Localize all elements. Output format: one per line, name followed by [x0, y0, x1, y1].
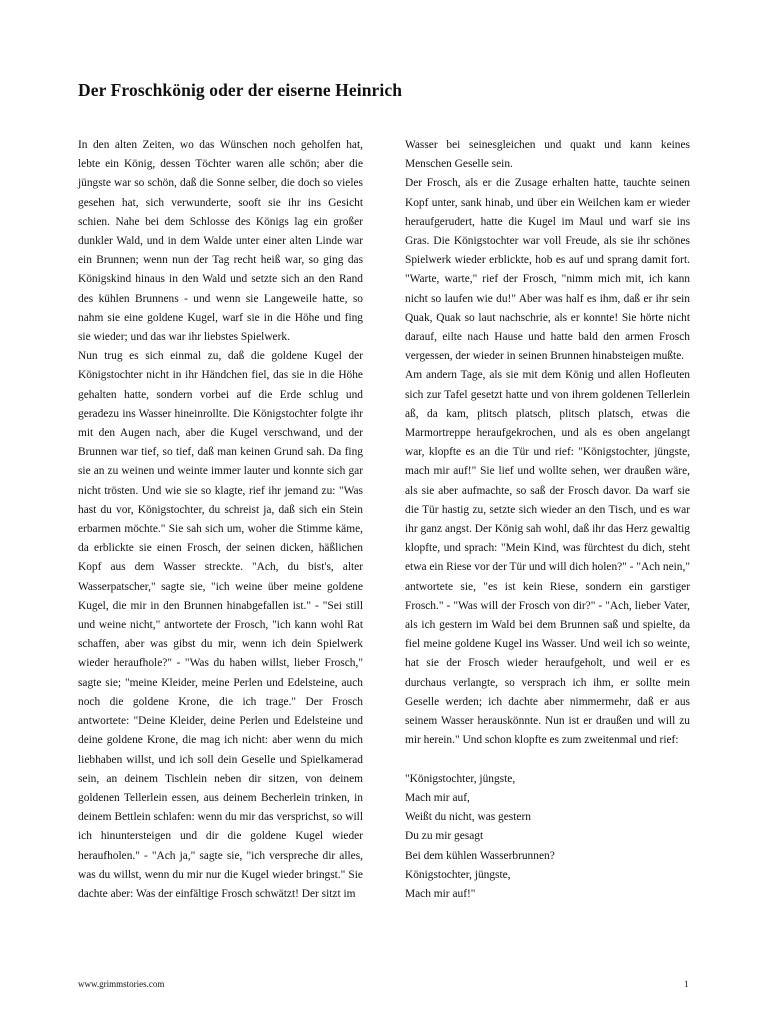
verse-line: Mach mir auf!" — [405, 887, 476, 900]
verse-line: Königstochter, jüngste, — [405, 868, 511, 881]
paragraph: In den alten Zeiten, wo das Wünschen noch geholfen hat, lebte ein König, dessen Töchter waren alle schön; aber die jüngste war so schön, daß die Sonne selber, die doch so vieles gesehen hat, sich verwunderte, sooft sie ihr ins Gesicht schien. Nahe bei dem Schlosse des Königs lag ein großer dunkler Wald, und in dem Walde unter einer alten Linde war ein Brunnen; wenn nun der Tag recht heiß war, so ging das Königskind hinaus in den Wald und setzte sich an den Rand des kühlen Brunnens - und wenn sie Langeweile hatte, so nahm sie eine goldene Kugel, warf sie in die Höhe und fing sie wieder; und das war ihr liebstes Spielwerk. — [78, 139, 363, 344]
left-column — [78, 136, 363, 904]
verse-line: "Königstochter, jüngste, — [405, 772, 516, 785]
paragraph: Nun trug es sich einmal zu, daß die goldene Kugel der Königstochter nicht in ihr Händchen fiel, das sie in die Höhe gehalten hatte, sondern vorbei auf die Erde schlug und geradezu ins Wasser hineinrollte. Die Königstochter folgte ihr mit den Augen nach, aber die Kugel verschwand, und der Brunnen war tief, so tief, daß man keinen Grund sah. Da fing sie an zu weinen und weinte immer lauter und konnte sich gar nicht trösten. Und wie sie so klagte, rief ihr jemand zu: "Was hast du vor, Königstochter, du schreist ja, daß sich ein Stein erbarmen möchte." Sie sah sich um, woher die Stimme käme, da erblickte sie einen Frosch, der seinen dicken, häßlichen Kopf aus dem Wasser streckte. "Ach, du bist's, alter Wasserpatscher," sagte sie, "ich weine über meine goldene Kugel, die mir in den Brunnen hinabgefallen ist." - "Sei still und weine nicht," antwortete der Frosch, "ich kann wohl Rat schaffen, aber was gibst du mir, wenn ich dein Spielwerk wieder heraufhole?" - "Was du haben willst, lieber Frosch," sagte sie; "meine Kleider, meine Perlen und Edelsteine, auch noch die goldene Krone, die ich trage." Der Frosch antwortete: "Deine Kleider, deine Perlen und Edelsteine und deine goldene Krone, die mag ich nicht: aber wenn du mich liebhaben willst, und ich soll dein Geselle und Spielkamerad sein, an deinem Tischlein neben dir sitzen, von deinem goldenen Tellerlein essen, aus deinem Becherlein trinken, in deinem Bettlein schlafen: wenn du mir das versprichst, so will ich hinuntersteigen und dir die goldene Kugel wieder heraufholen." - "Ach ja," sagte sie, "ich verspreche dir alles, was du willst, wenn du mir nur die Kugel wieder bringst." Sie dachte aber: Was der einfältige Frosch schwätzt! Der sitzt im — [78, 350, 363, 900]
paragraph: Wasser bei seinesgleichen und quakt und kann keines Menschen Geselle sein. — [405, 139, 690, 171]
verse-line: Mach mir auf, — [405, 791, 470, 804]
page-title: Der Froschkönig oder der eiserne Heinrich — [78, 80, 403, 100]
paragraph: Am andern Tage, als sie mit dem König und allen Hofleuten sich zur Tafel gesetzt hatte und von ihrem goldenen Tellerlein aß, da kam, plitsch platsch, plitsch platsch, etwas die Marmortreppe heraufgekrochen, und als es oben angelangt war, klopfte es an die Tür und rief: "Königstochter, jüngste, mach mir auf!" Sie lief und wollte sehen, wer draußen wäre, als sie aber aufmachte, so saß der Frosch davor. Da warf sie die Tür hastig zu, setzte sich wieder an den Tisch, und es war ihr ganz angst. Der König sah wohl, daß ihr das Herz gewaltig klopfte, und sprach: "Mein Kind, was fürchtest du dich, steht etwa ein Riese vor der Tür und will dich holen?" - "Ach nein," antwortete sie, "es ist kein Riese, sondern ein garstiger Frosch." - "Was will der Frosch von dir?" - "Ach, lieber Vater, als ich gestern im Wald bei dem Brunnen saß und spielte, da fiel meine goldene Kugel ins Wasser. Und weil ich so weinte, hat sie der Frosch wieder heraufgeholt, und weil er es durchaus verlangte, so versprach ich ihm, er sollte mein Geselle werden; ich dachte aber nimmermehr, daß er aus seinem Wasser herauskönnte. Nun ist er draußen und will zu mir herein." Und schon klopfte es zum zweitenmal und rief: — [405, 369, 690, 747]
right-column — [405, 136, 690, 904]
verse-line: Weißt du nicht, was gestern — [405, 811, 531, 824]
footer-website: www.grimmstories.com — [78, 979, 165, 989]
paragraph: Der Frosch, als er die Zusage erhalten hatte, tauchte seinen Kopf unter, sank hinab, und über ein Weilchen kam er wieder heraufgerudert, hatte die Kugel im Maul und warf sie ins Gras. Die Königstochter war voll Freude, als sie ihr schönes Spielwerk wieder erblickte, hob es auf und sprang damit fort. "Warte, warte," rief der Frosch, "nimm mich mit, ich kann nicht so laufen wie du!" Aber was half es ihm, daß er ihr sein Quak, Quak so laut nachschrie, als er konnte! Sie hörte nicht darauf, eilte nach Hause und hatte bald den armen Frosch vergessen, der wieder in seinen Brunnen hinabsteigen mußte. — [405, 177, 690, 363]
verse-line: Du zu mir gesagt — [405, 830, 484, 843]
verse-line: Bei dem kühlen Wasserbrunnen? — [405, 849, 555, 862]
page-number: 1 — [684, 979, 689, 989]
verse-block — [405, 770, 690, 904]
